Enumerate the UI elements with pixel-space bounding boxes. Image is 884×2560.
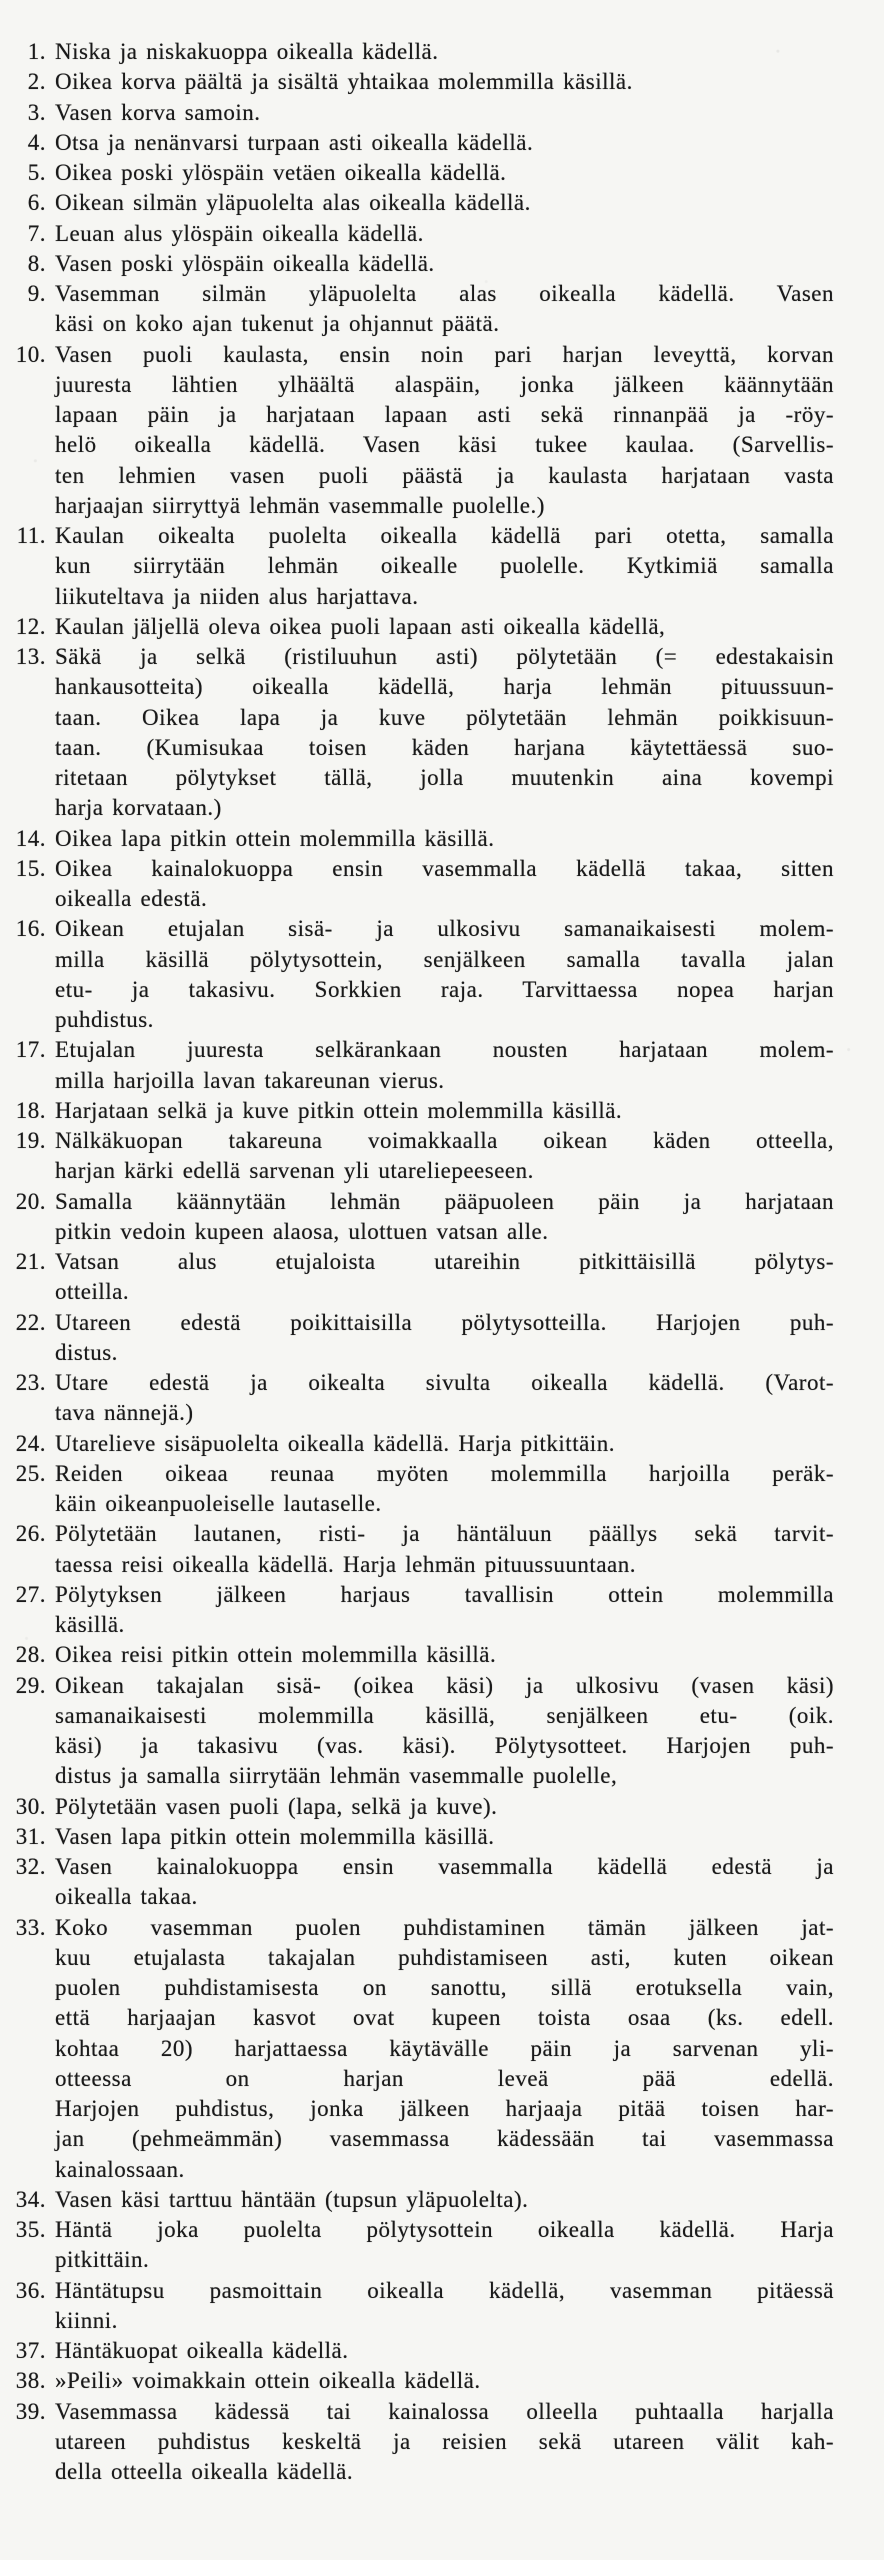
text-line: että harjaajan kasvot ovat kupeen toista osaa (ks. edell. [55, 2005, 834, 2031]
list-item [0, 2366, 834, 2396]
text-line: kun siirrytään lehmän oikealle puolelle. Kytkimiä samalla [55, 553, 834, 579]
list-item [0, 158, 834, 188]
item-number: 18. [15, 1097, 46, 1123]
text-line: harja korvataan.) [55, 795, 222, 821]
item-number: 33. [15, 1914, 46, 1940]
list-item [0, 1459, 834, 1520]
item-text [55, 824, 834, 854]
text-line: Vasen puoli kaulasta, ensin noin pari harjan leveyttä, korvan [55, 341, 834, 367]
text-line: harjan kärki edellä sarvenan yli utareliepeeseen. [55, 1158, 534, 1184]
item-text [55, 2215, 834, 2276]
list-item [0, 98, 834, 128]
item-text [55, 1459, 834, 1520]
list-item [0, 824, 834, 854]
item-text [55, 2397, 834, 2488]
text-line: Vasen kainalokuoppa ensin vasemmalla kädellä edestä ja [55, 1854, 834, 1879]
text-line: taan. (Kumisukaa toisen käden harjana käytettäessä suo- [55, 734, 834, 760]
item-number: 7. [27, 220, 46, 246]
list-item [0, 128, 834, 158]
list-item [0, 1792, 834, 1822]
text-line: puhdistus. [55, 1007, 154, 1032]
text-line: pitkittäin. [55, 2247, 150, 2273]
text-line: samanaikaisesti molemmilla käsillä, senjälkeen etu- (oik. [55, 1702, 834, 1728]
text-line: Leuan alus ylöspäin oikealla kädellä. [55, 220, 424, 246]
list-item [0, 642, 834, 824]
item-number: 1. [27, 39, 46, 64]
list-item [0, 279, 834, 340]
list-item [0, 1640, 834, 1670]
item-text [55, 521, 834, 612]
item-number: 35. [15, 2217, 46, 2242]
item-text [55, 188, 834, 218]
item-text [55, 249, 834, 279]
item-number: 13. [15, 644, 46, 669]
item-number: 30. [15, 1793, 46, 1819]
item-text [55, 128, 834, 158]
item-text [55, 1852, 834, 1913]
text-line: Samalla käännytään lehmän pääpuoleen päin ja harjataan [55, 1188, 834, 1214]
text-line: Pölytetään lautanen, risti- ja häntäluun päällys sekä tarvit- [55, 1521, 834, 1547]
item-text [55, 279, 834, 340]
text-line: Häntätupsu pasmoittain oikealla kädellä, vasemman pitäessä [55, 2277, 834, 2303]
list-item [0, 1671, 834, 1792]
list-item [0, 854, 834, 915]
item-text [55, 612, 834, 642]
text-line: Harjataan selkä ja kuve pitkin ottein molemmilla käsillä. [55, 1097, 623, 1123]
text-line: Oikea lapa pitkin ottein molemmilla käsillä. [55, 825, 495, 851]
item-text [55, 642, 834, 824]
item-text [55, 37, 834, 67]
list-item [0, 249, 834, 279]
list-item [0, 2397, 834, 2488]
list-item [0, 2276, 834, 2337]
text-line: lapaan päin ja harjataan lapaan asti sekä rinnanpää ja -röy- [55, 402, 834, 427]
list-item [0, 914, 834, 1035]
list-item [0, 612, 834, 642]
text-line: etu- ja takasivu. Sorkkien raja. Tarvittaessa nopea harjan [55, 976, 834, 1002]
item-text [55, 1822, 834, 1852]
text-line: Harjojen puhdistus, jonka jälkeen harjaaja pitää toisen har- [55, 2096, 834, 2121]
item-text [55, 1792, 834, 1822]
item-text [55, 158, 834, 188]
text-line: oikealla takaa. [55, 1884, 198, 1910]
text-line: Vasen käsi tarttuu häntään (tupsun yläpuolelta). [55, 2186, 529, 2212]
text-line: Vasen poski ylöspäin oikealla kädellä. [55, 250, 435, 276]
item-text [55, 1640, 834, 1670]
item-number: 22. [15, 1309, 46, 1335]
text-line: Oikea poski ylöspäin vetäen oikealla kädellä. [55, 160, 507, 185]
list-item [0, 1913, 834, 2185]
text-line: della otteella oikealla kädellä. [55, 2459, 354, 2484]
text-line: Vasen korva samoin. [55, 99, 261, 125]
text-line: Utareen edestä poikittaisilla pölytysotteilla. Harjojen puh- [55, 1309, 834, 1335]
item-number: 8. [27, 250, 46, 276]
text-line: Nälkäkuopan takareuna voimakkaalla oikean käden otteella, [55, 1128, 834, 1153]
text-line: Niska ja niskakuoppa oikealla kädellä. [55, 39, 439, 64]
text-line: Oikea reisi pitkin ottein molemmilla käsillä. [55, 1642, 497, 1668]
text-line: taan. Oikea lapa ja kuve pölytetään lehmän poikkisuun- [55, 704, 834, 730]
list-item [0, 1580, 834, 1641]
item-number: 15. [15, 855, 46, 881]
text-line: Oikean silmän yläpuolelta alas oikealla kädellä. [55, 190, 531, 216]
item-text [55, 67, 834, 97]
item-number: 17. [15, 1037, 46, 1063]
text-line: käsillä. [55, 1612, 125, 1637]
list-item [0, 1429, 834, 1459]
text-line: Koko vasemman puolen puhdistaminen tämän jälkeen jat- [55, 1914, 834, 1940]
text-line: kainalossaan. [55, 2156, 185, 2182]
text-line: Pölytetään vasen puoli (lapa, selkä ja kuve). [55, 1793, 498, 1819]
item-number: 25. [15, 1460, 46, 1486]
text-line: Häntä joka puolelta pölytysottein oikealla kädellä. Harja [55, 2217, 834, 2242]
text-line: kiinni. [55, 2307, 118, 2333]
text-line: otteilla. [55, 1279, 130, 1305]
list-item [0, 1852, 834, 1913]
text-line: utareen puhdistus keskeltä ja reisien sekä utareen välit kah- [55, 2428, 834, 2454]
item-text [55, 1247, 834, 1308]
item-text [55, 1671, 834, 1792]
item-text [55, 854, 834, 915]
list-item [0, 340, 834, 522]
item-text [55, 1035, 834, 1096]
text-line: Vasemmassa kädessä tai kainalossa olleella puhtaalla harjalla [55, 2398, 834, 2424]
text-line: helö oikealla kädellä. Vasen käsi tukee kaulaa. (Sarvellis- [55, 432, 834, 458]
text-line: Oikea kainalokuoppa ensin vasemmalla kädellä takaa, sitten [55, 855, 834, 881]
text-line: Kaulan oikealta puolelta oikealla kädellä pari otetta, samalla [55, 523, 834, 548]
list-item [0, 2185, 834, 2215]
text-line: Etujalan juuresta selkärankaan nousten harjataan molem- [55, 1037, 834, 1063]
list-item [0, 219, 834, 249]
text-line: »Peili» voimakkain ottein oikealla kädellä. [55, 2368, 481, 2394]
text-line: Vasemman silmän yläpuolelta alas oikealla kädellä. Vasen [55, 281, 834, 306]
item-number: 32. [15, 1854, 46, 1879]
item-number: 11. [16, 523, 46, 548]
item-text [55, 914, 834, 1035]
item-number: 36. [15, 2277, 46, 2303]
text-line: Kaulan jäljellä oleva oikea puoli lapaan asti oikealla kädellä, [55, 613, 666, 639]
item-text [55, 1126, 834, 1187]
item-number: 3. [27, 99, 46, 125]
item-text [55, 1913, 834, 2185]
text-line: käsi on koko ajan tukenut ja ohjannut päätä. [55, 311, 500, 337]
item-text [55, 219, 834, 249]
item-number: 31. [15, 1823, 46, 1849]
item-number: 37. [15, 2338, 46, 2363]
item-number: 2. [27, 69, 46, 95]
text-line: harjaajan siirryttyä lehmän vasemmalle puolelle.) [55, 492, 545, 518]
item-number: 10. [15, 341, 46, 367]
text-line: oikealla edestä. [55, 886, 208, 911]
item-text [55, 1308, 834, 1369]
list-item [0, 1308, 834, 1369]
list-item [0, 1035, 834, 1096]
item-number: 23. [15, 1370, 46, 1395]
item-number: 5. [27, 160, 46, 185]
item-text [55, 2185, 834, 2215]
item-number: 20. [15, 1188, 46, 1214]
numbered-list [0, 37, 834, 2487]
text-line: distus. [55, 1339, 118, 1365]
item-number: 39. [15, 2398, 46, 2424]
item-text [55, 1519, 834, 1580]
item-number: 27. [15, 1581, 46, 1607]
text-line: Oikean takajalan sisä- (oikea käsi) ja ulkosivu (vasen käsi) [55, 1672, 834, 1698]
item-text [55, 1580, 834, 1641]
list-item [0, 1126, 834, 1187]
text-line: juuresta lähtien ylhäältä alaspäin, jonka jälkeen käännytään [55, 371, 834, 397]
list-item [0, 188, 834, 218]
item-text [55, 2336, 834, 2366]
item-number: 28. [15, 1642, 46, 1668]
item-number: 21. [15, 1249, 46, 1274]
text-line: käin oikeanpuoleiselle lautaselle. [55, 1491, 382, 1516]
text-line: hankausotteita) oikealla kädellä, harja lehmän pituussuun- [55, 674, 834, 700]
text-line: puolen puhdistamisesta on sanottu, sillä erotuksella vain, [55, 1975, 834, 2000]
text-line: Oikean etujalan sisä- ja ulkosivu samanaikaisesti molem- [55, 916, 834, 942]
text-line: käsi) ja takasivu (vas. käsi). Pölytysotteet. Harjojen puh- [55, 1733, 834, 1758]
text-line: jan (pehmeämmän) vasemmassa kädessään tai vasemmassa [55, 2126, 834, 2152]
text-line: ten lehmien vasen puoli päästä ja kaulasta harjataan vasta [55, 462, 834, 488]
list-item [0, 1247, 834, 1308]
text-line: Säkä ja selkä (ristiluuhun asti) pölytetään (= edestakaisin [55, 644, 834, 669]
list-item [0, 1187, 834, 1248]
item-number: 19. [15, 1128, 46, 1153]
text-line: Pölytyksen jälkeen harjaus tavallisin ottein molemmilla [55, 1581, 834, 1607]
text-line: Otsa ja nenänvarsi turpaan asti oikealla kädellä. [55, 129, 534, 155]
list-item [0, 2336, 834, 2366]
text-line: Utarelieve sisäpuolelta oikealla kädellä. Harja pitkittäin. [55, 1430, 615, 1456]
text-line: pitkin vedoin kupeen alaosa, ulottuen vatsan alle. [55, 1218, 549, 1244]
item-text [55, 1096, 834, 1126]
item-number: 24. [15, 1430, 46, 1456]
text-line: Häntäkuopat oikealla kädellä. [55, 2338, 349, 2363]
list-item [0, 1519, 834, 1580]
text-line: Vasen lapa pitkin ottein molemmilla käsillä. [55, 1823, 495, 1849]
text-line: Reiden oikeaa reunaa myöten molemmilla harjoilla peräk- [55, 1460, 834, 1486]
item-text [55, 340, 834, 522]
item-number: 16. [15, 916, 46, 942]
item-text [55, 1429, 834, 1459]
item-number: 9. [27, 281, 46, 306]
item-number: 6. [27, 190, 46, 216]
text-line: tava nännejä.) [55, 1400, 194, 1426]
text-line: distus ja samalla siirrytään lehmän vasemmalle puolelle, [55, 1763, 618, 1789]
text-line: kuu etujalasta takajalan puhdistamiseen asti, kuten oikean [55, 1944, 834, 1970]
item-number: 14. [15, 825, 46, 851]
item-text [55, 1187, 834, 1248]
text-line: Vatsan alus etujaloista utareihin pitkittäisillä pölytys- [55, 1249, 834, 1274]
text-line: kohtaa 20) harjattaessa käytävälle päin ja sarvenan yli- [55, 2035, 834, 2061]
item-text [55, 2276, 834, 2337]
list-item [0, 1822, 834, 1852]
text-line: milla käsillä pölytysottein, senjälkeen samalla tavalla jalan [55, 946, 834, 972]
item-number: 26. [15, 1521, 46, 1547]
text-line: Utare edestä ja oikealta sivulta oikealla kädellä. (Varot- [55, 1370, 834, 1395]
text-line: milla harjoilla lavan takareunan vierus. [55, 1067, 445, 1093]
text-line: taessa reisi oikealla kädellä. Harja lehmän pituussuuntaan. [55, 1551, 636, 1577]
list-item [0, 67, 834, 97]
text-line: ritetaan pölytykset tällä, jolla muutenkin aina kovempi [55, 765, 834, 790]
item-number: 34. [15, 2186, 46, 2212]
item-number: 29. [15, 1672, 46, 1698]
list-item [0, 37, 834, 67]
item-number: 4. [27, 129, 46, 155]
item-number: 38. [15, 2368, 46, 2394]
text-line: otteessa on harjan leveä pää edellä. [55, 2065, 834, 2091]
text-line: liikuteltava ja niiden alus harjattava. [55, 583, 419, 609]
item-text [55, 1368, 834, 1429]
item-text [55, 98, 834, 128]
list-item [0, 2215, 834, 2276]
item-number: 12. [15, 613, 46, 639]
list-item [0, 521, 834, 612]
list-item [0, 1096, 834, 1126]
item-text [55, 2366, 834, 2396]
list-item [0, 1368, 834, 1429]
text-line: Oikea korva päältä ja sisältä yhtaikaa molemmilla käsillä. [55, 69, 633, 95]
